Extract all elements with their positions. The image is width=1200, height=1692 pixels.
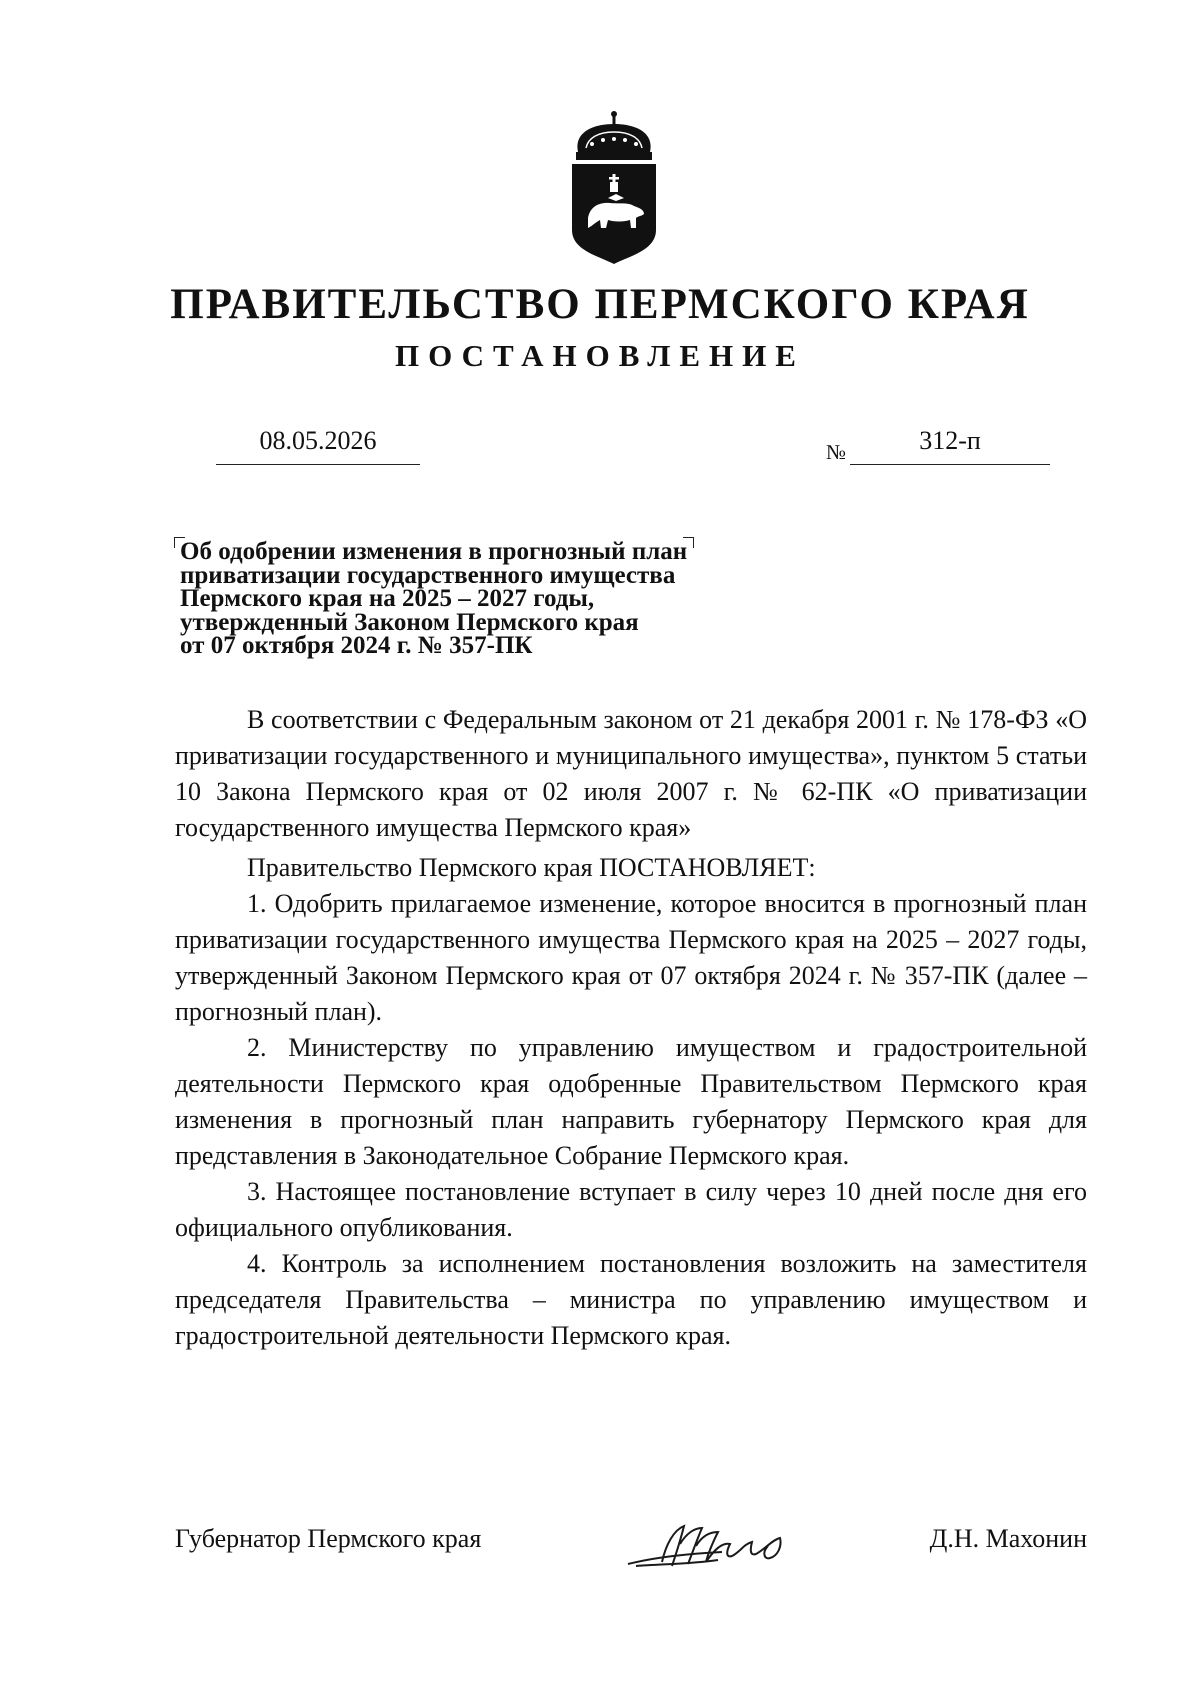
subject-line: Пермского края на 2025 – 2027 годы, — [180, 585, 595, 612]
clause-2: 2. Министерству по управлению имуществом и градостроительной деятельности Пермского края одобренные Правительством Пермского края изменения в прогнозный план направить губернатору Пермского края для представления в Законодательное Собрание Пермского края. — [175, 1033, 1087, 1170]
preamble-paragraph: В соответствии с Федеральным законом от 21 декабря 2001 г. № 178-ФЗ «О приватизации государственного и муниципального имущества», пунктом 5 статьи 10 Закона Пермского края от 02 июля 2007 г. № 62-ПК «О приватизации государственного имущества Пермского края» — [175, 705, 1087, 842]
subject-line: утвержденный Законом Пермского края — [180, 608, 639, 636]
document-number: 312-п — [850, 424, 1050, 465]
resolution-statement: Правительство Пермского края ПОСТАНОВЛЯЕТ: — [247, 853, 816, 882]
subject-line: от 07 октября 2024 г. № 357-ПК — [180, 632, 533, 659]
clause-4: 4. Контроль за исполнением постановления возложить на заместителя председателя Правительства – министра по управлению имуществом и градостроительной деятельности Пермского края. — [175, 1249, 1087, 1350]
subject-line: Об одобрении изменения в прогнозный план — [180, 538, 688, 565]
document-body — [175, 702, 1087, 1354]
document-type: ПОСТАНОВЛЕНИЕ — [395, 338, 805, 373]
subject-line: приватизации государственного имущества — [180, 561, 676, 589]
clause-3: 3. Настоящее постановление вступает в силу через 10 дней после дня его официального опубликования. — [175, 1177, 1087, 1242]
coat-of-arms-icon — [566, 110, 662, 264]
document-subject — [180, 540, 800, 658]
clause-1: 1. Одобрить прилагаемое изменение, которое вносится в прогнозный план приватизации государственного имущества Пермского края на 2025 – 2027 годы, утвержденный Законом Пермского края от 07 октября 2024 г. № 357-ПК (далее – прогнозный план). — [175, 889, 1087, 1026]
signatory-name: Д.Н. Махонин — [929, 1524, 1087, 1553]
signatory-position: Губернатор Пермского края — [175, 1524, 482, 1553]
handwritten-signature-icon — [622, 1514, 802, 1584]
number-sign: № — [826, 440, 847, 464]
document-date: 08.05.2026 — [216, 424, 420, 465]
organization-title: ПРАВИТЕЛЬСТВО ПЕРМСКОГО КРАЯ — [170, 281, 1030, 328]
